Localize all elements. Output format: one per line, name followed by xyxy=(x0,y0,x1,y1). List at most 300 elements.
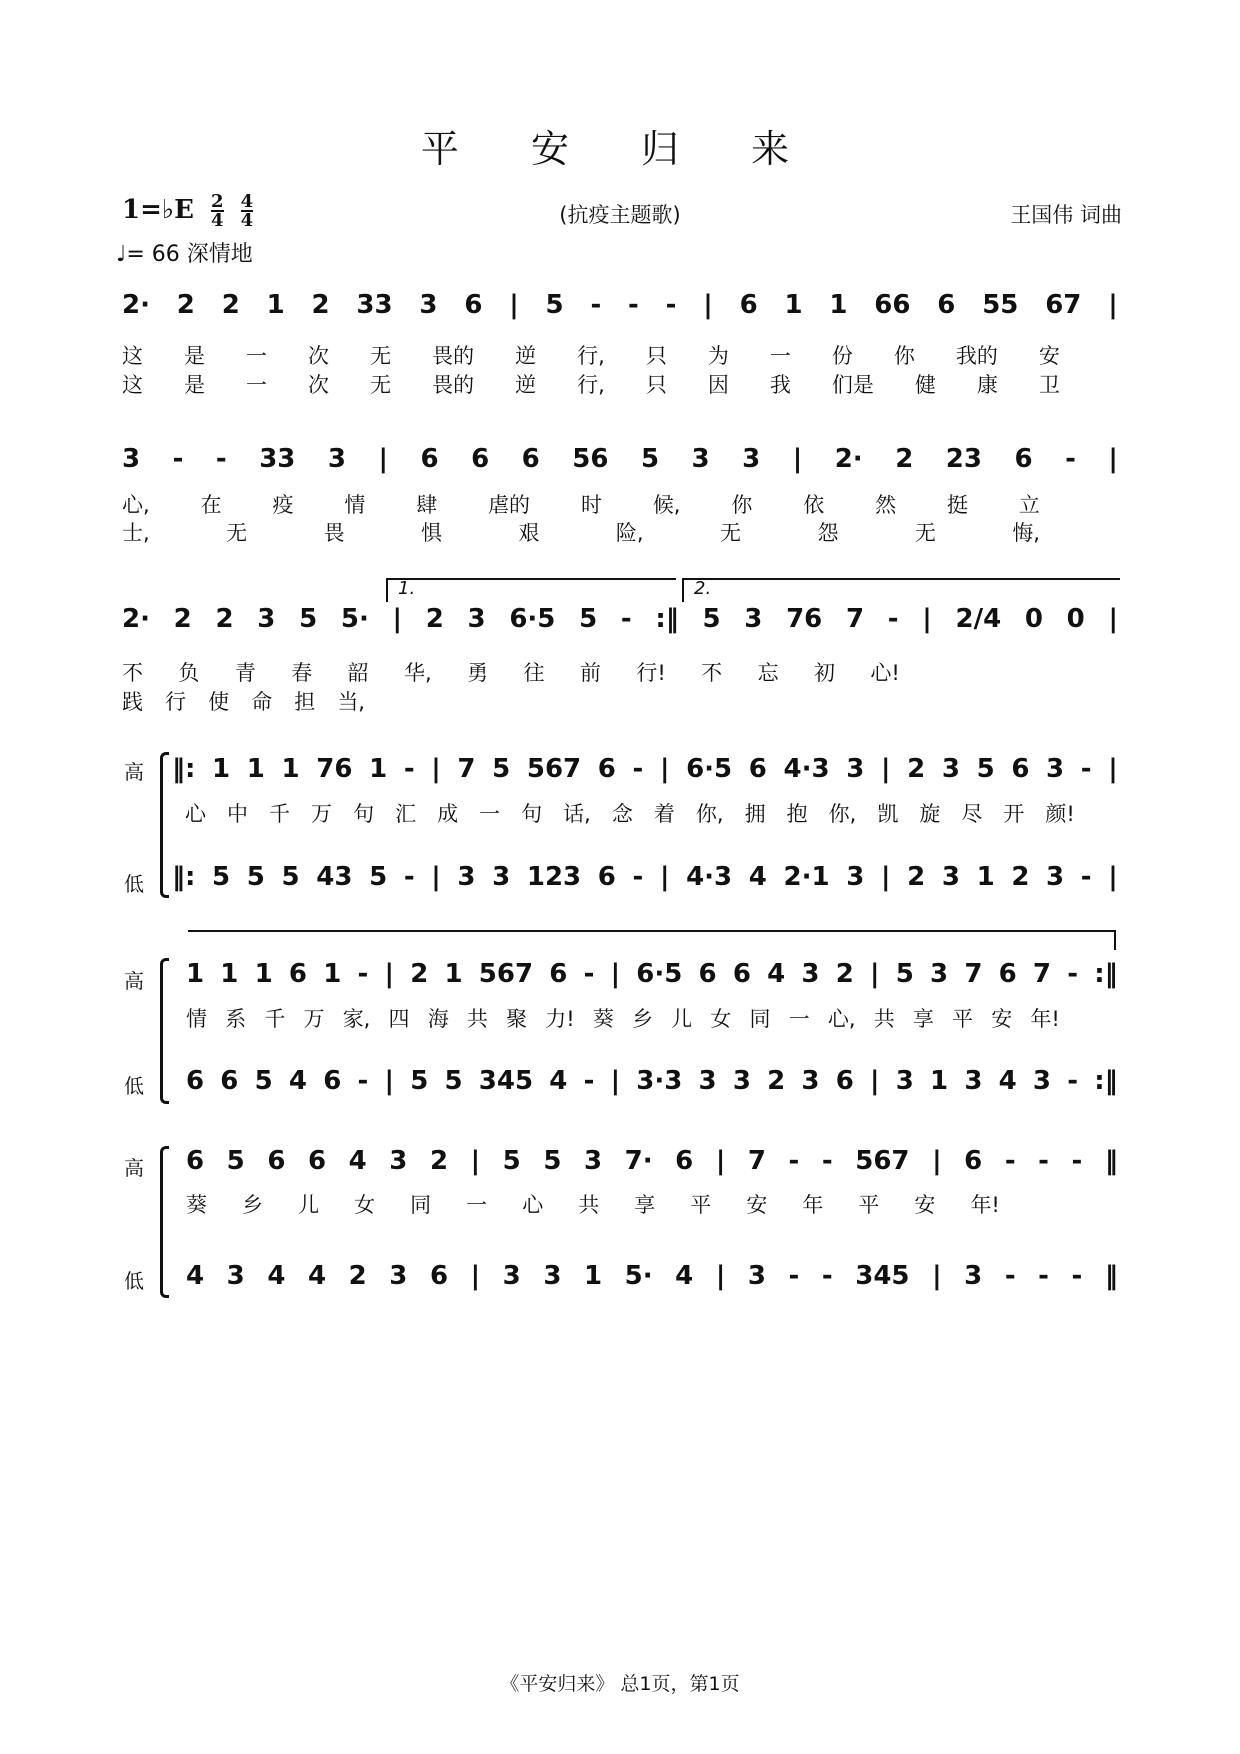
system2-notes-token: 2 xyxy=(895,444,914,474)
system6-high-notes-token: - xyxy=(1071,1146,1083,1176)
system1-notes-token: 6 xyxy=(739,290,758,320)
system6-high-notes-token: 7 xyxy=(747,1146,766,1176)
system6-lyrics xyxy=(186,1189,1000,1219)
system6-lyrics-token: 女 xyxy=(354,1193,376,1217)
system4-high-notes-token: | xyxy=(1108,754,1118,784)
system5-high-notes-token: 1 xyxy=(254,959,273,989)
system6-lyrics-token: 同 xyxy=(410,1193,432,1217)
system5-high-notes-token: 2 xyxy=(835,959,854,989)
system1-lyrics-verse2-token: 次 xyxy=(308,373,330,397)
system6-low-notes-token: 1 xyxy=(583,1261,603,1291)
system3-notes-token: 2/4 xyxy=(955,604,1002,634)
system4-high-notes-token: - xyxy=(403,754,415,784)
system3-notes xyxy=(122,604,1118,634)
system4-high-notes-token: 6 xyxy=(1011,754,1030,784)
system4-low-notes-token: ‖: xyxy=(172,862,196,892)
system4-lyrics-token: 汇 xyxy=(395,802,417,826)
system5-low-notes-token: | xyxy=(870,1066,880,1096)
system4-lyrics-token: 千 xyxy=(269,802,291,826)
system2-lyrics-verse1-token: 心, xyxy=(122,493,150,517)
system3-lyrics-verse1-token: 华, xyxy=(404,661,432,685)
system5-high-notes-token: 5 xyxy=(895,959,914,989)
system4-low-notes-token: 3 xyxy=(1046,862,1065,892)
system6-low-notes-token: 3 xyxy=(747,1261,766,1291)
system5-low-notes-token: | xyxy=(610,1066,621,1096)
system1-notes-token: 6 xyxy=(464,290,483,320)
system3-notes-token: 0 xyxy=(1024,604,1043,634)
system6-lyrics-token: 平 xyxy=(858,1193,880,1217)
system4-low-notes-token: 4·3 xyxy=(686,862,733,892)
system4-lyrics-token: 你, xyxy=(695,802,724,826)
system5-low-notes-token: 1 xyxy=(930,1066,949,1096)
system2-lyrics-verse2-token: 艰 xyxy=(518,521,540,545)
system5-low-notes-token: | xyxy=(384,1066,394,1096)
system5-high-notes-token: 6 xyxy=(549,959,568,989)
system1-lyrics-verse1-token: 是 xyxy=(184,344,206,368)
system2-notes-token: 5 xyxy=(640,444,660,474)
system1-lyrics-verse2-token: 健 xyxy=(914,373,936,397)
system6-low-notes-token: ‖ xyxy=(1104,1261,1118,1291)
system5-lyrics-token: 儿 xyxy=(671,1007,693,1031)
system1-notes-token: | xyxy=(703,290,713,320)
system6-high-notes xyxy=(186,1146,1118,1176)
system2-notes-token: | xyxy=(1108,444,1118,474)
system5-low-notes-token: 4 xyxy=(549,1066,568,1096)
system2-notes-token: 2· xyxy=(834,444,863,474)
system1-notes-token: 1 xyxy=(266,290,285,320)
system3-lyrics-verse1-token: 负 xyxy=(178,661,200,685)
volta-2-label: 2. xyxy=(694,578,712,599)
system6-low-notes-token: 2 xyxy=(348,1261,367,1291)
system5-lyrics-token: 力! xyxy=(545,1007,575,1031)
system4-high-notes-token: 3 xyxy=(941,754,960,784)
system2-lyrics-verse1-token: 疫 xyxy=(272,493,294,517)
voice-label-low: 低 xyxy=(124,872,144,896)
system2-lyrics-verse1-token: 依 xyxy=(803,493,825,517)
system5-high-notes-token: 3 xyxy=(930,959,949,989)
system6-high-notes-token: 4 xyxy=(348,1146,367,1176)
system5-lyrics-token: 享 xyxy=(912,1007,934,1031)
system2-notes-token: - xyxy=(215,444,227,474)
system6-high-notes-token: | xyxy=(932,1146,942,1176)
system4-high-notes-token: 6·5 xyxy=(686,754,733,784)
system6-low-notes-token: - xyxy=(1071,1261,1083,1291)
system4-high-notes-token: 76 xyxy=(316,754,353,784)
system4-lyrics-token: 心 xyxy=(185,802,206,826)
system1-lyrics-verse1-token: 一 xyxy=(246,344,268,368)
system2-lyrics-verse2 xyxy=(122,517,1040,547)
system6-high-notes-token: | xyxy=(715,1146,726,1176)
system6-high-notes-token: ‖ xyxy=(1104,1146,1118,1176)
system3-notes-token: 5· xyxy=(340,604,369,634)
system1-lyrics-verse2-token: 是 xyxy=(184,373,206,397)
system4-high-notes-token: ‖: xyxy=(172,754,196,784)
system4-lyrics-token: 抱 xyxy=(786,802,808,826)
system5-low-notes-token: 6 xyxy=(220,1066,239,1096)
system1-lyrics-verse1-token: 逆 xyxy=(515,344,537,368)
system1-lyrics-verse1-token: 安 xyxy=(1038,344,1060,368)
system5-low-notes xyxy=(186,1066,1118,1096)
system3-notes-token: 2 xyxy=(425,604,444,634)
voice-label-high: 高 xyxy=(124,1156,144,1180)
system5-low-notes-token: 3 xyxy=(698,1066,717,1096)
system4-lyrics-token: 话, xyxy=(563,802,591,826)
system4-high-notes-token: | xyxy=(431,754,441,784)
system5-high-notes-token: 3 xyxy=(801,959,820,989)
system4-lyrics-token: 万 xyxy=(311,802,333,826)
system5-high-notes-token: - xyxy=(1067,959,1078,989)
system6-high-notes-token: 2 xyxy=(429,1146,449,1176)
system4-low-notes-token: - xyxy=(403,862,415,892)
system3-lyrics-verse1-token: 不 xyxy=(122,661,143,685)
system6-low-notes-token: 3 xyxy=(389,1261,408,1291)
system2-lyrics-verse1-token: 立 xyxy=(1018,493,1040,517)
system4-low-notes-token: - xyxy=(1080,862,1092,892)
system1-lyrics-verse2-token: 因 xyxy=(707,373,729,397)
system1-lyrics-verse2-token: 康 xyxy=(976,373,998,397)
system4-low-notes-token: 5 xyxy=(281,862,300,892)
system3-lyrics-verse1-token: 勇 xyxy=(467,661,489,685)
system5-high-notes-token: 6 xyxy=(288,959,307,989)
system2-lyrics-verse2-token: 悔, xyxy=(1012,521,1040,545)
system6-high-notes-token: 6 xyxy=(964,1146,983,1176)
system4-low-notes-token: | xyxy=(1108,862,1118,892)
system6-high-notes-token: 6 xyxy=(675,1146,694,1176)
system5-high-notes-token: | xyxy=(870,959,880,989)
system3-notes-token: - xyxy=(620,604,632,634)
system3-notes-token: 76 xyxy=(786,604,823,634)
system1-lyrics-verse1-token: 无 xyxy=(370,344,392,368)
system2-lyrics-verse2-token: 险, xyxy=(615,521,644,545)
staff-brace xyxy=(160,1146,169,1298)
system4-low-notes-token: 5 xyxy=(246,862,265,892)
system4-low-notes-token: 3 xyxy=(492,862,511,892)
system4-lyrics-token: 旋 xyxy=(919,802,941,826)
system3-lyrics-verse1-token: 韶 xyxy=(347,661,369,685)
system5-high-notes-token: 7 xyxy=(1032,959,1051,989)
system5-high-notes-token: 567 xyxy=(478,959,534,989)
system4-lyrics-token: 一 xyxy=(479,802,501,826)
time-sig-1-den: 4 xyxy=(211,210,224,231)
system3-lyrics-verse1-token: 前 xyxy=(579,661,601,685)
system1-notes-token: | xyxy=(1108,290,1118,320)
system4-low-notes-token: 1 xyxy=(976,862,995,892)
system5-lyrics-token: 葵 xyxy=(592,1007,614,1031)
system4-high-notes-token: | xyxy=(659,754,670,784)
system4-low-notes-token: 2 xyxy=(1011,862,1030,892)
system2-lyrics-verse2-token: 无 xyxy=(720,521,741,545)
system2-lyrics-verse1-token: 候, xyxy=(652,493,681,517)
system1-notes-token: 5 xyxy=(545,290,564,320)
system4-low-notes-token: 5 xyxy=(212,862,231,892)
repeat-bracket-line xyxy=(188,930,1116,950)
system5-high-notes-token: 7 xyxy=(964,959,983,989)
system6-low-notes-token: 3 xyxy=(226,1261,245,1291)
key-label: 1=♭E xyxy=(122,195,194,225)
system6-lyrics-token: 享 xyxy=(634,1193,656,1217)
system3-notes-token: :‖ xyxy=(655,604,679,634)
system2-lyrics-verse1 xyxy=(122,489,1040,519)
system6-high-notes-token: - xyxy=(788,1146,800,1176)
system6-low-notes-token: 4 xyxy=(675,1261,694,1291)
system6-high-notes-token: 7· xyxy=(624,1146,653,1176)
system1-lyrics-verse1-token: 只 xyxy=(645,344,667,368)
system1-notes-token: 33 xyxy=(356,290,393,320)
system2-notes-token: 3 xyxy=(122,444,141,474)
system4-low-notes-token: 4 xyxy=(748,862,767,892)
system1-lyrics-verse2-token: 一 xyxy=(246,373,268,397)
system5-lyrics xyxy=(186,1003,1060,1033)
system1-lyrics-verse1-token: 份 xyxy=(831,344,853,368)
system4-low-notes-token: 6 xyxy=(597,862,616,892)
system5-lyrics-token: 乡 xyxy=(632,1007,653,1031)
system3-lyrics-verse1-token: 往 xyxy=(523,661,545,685)
system5-lyrics-token: 聚 xyxy=(506,1007,528,1031)
system6-lyrics-token: 平 xyxy=(690,1193,712,1217)
system1-lyrics-verse1 xyxy=(122,340,1060,370)
system3-lyrics-verse2-token: 命 xyxy=(251,690,273,714)
system5-low-notes-token: 3 xyxy=(964,1066,983,1096)
system6-high-notes-token: 6 xyxy=(307,1146,327,1176)
system1-notes xyxy=(122,290,1118,320)
system4-high-notes-token: 3 xyxy=(1046,754,1065,784)
system5-lyrics-token: 四 xyxy=(388,1007,410,1031)
system3-lyrics-verse2-token: 担 xyxy=(294,690,316,714)
system4-high-notes-token: 4·3 xyxy=(783,754,830,784)
system5-low-notes-token: 6 xyxy=(323,1066,342,1096)
system4-lyrics-token: 拥 xyxy=(744,802,766,826)
system3-notes-token: 5 xyxy=(579,604,598,634)
system5-lyrics-token: 家, xyxy=(342,1007,371,1031)
voice-label-high: 高 xyxy=(124,969,144,993)
system6-low-notes-token: - xyxy=(821,1261,833,1291)
system5-low-notes-token: 5 xyxy=(444,1066,463,1096)
system4-low-notes-token: 2·1 xyxy=(783,862,830,892)
system1-notes-token: - xyxy=(590,290,602,320)
system6-high-notes-token: | xyxy=(470,1146,481,1176)
system4-high-notes xyxy=(172,754,1118,784)
system5-low-notes-token: 3 xyxy=(895,1066,914,1096)
voice-label-high: 高 xyxy=(124,760,144,784)
system1-lyrics-verse2-token: 这 xyxy=(122,373,143,397)
system3-lyrics-verse1-token: 春 xyxy=(291,661,313,685)
system4-lyrics-token: 开 xyxy=(1003,802,1025,826)
system2-lyrics-verse2-token: 士, xyxy=(122,521,150,545)
system6-low-notes-token: | xyxy=(470,1261,481,1291)
system5-lyrics-token: 共 xyxy=(873,1007,895,1031)
system3-lyrics-verse1-token: 青 xyxy=(234,661,256,685)
system4-lyrics-token: 中 xyxy=(227,802,249,826)
system4-low-notes-token: | xyxy=(659,862,670,892)
system4-high-notes-token: 2 xyxy=(907,754,926,784)
system2-notes-token: | xyxy=(792,444,803,474)
voice-label-low: 低 xyxy=(124,1269,144,1293)
system3-lyrics-verse2-token: 当, xyxy=(337,690,365,714)
system4-low-notes-token: 43 xyxy=(316,862,353,892)
system3-notes-token: 2· xyxy=(122,604,150,634)
system6-low-notes-token: | xyxy=(715,1261,726,1291)
system1-lyrics-verse1-token: 畏的 xyxy=(432,344,475,368)
system2-lyrics-verse1-token: 你 xyxy=(731,493,753,517)
system1-notes-token: | xyxy=(509,290,519,320)
system6-lyrics-token: 年! xyxy=(970,1193,1000,1217)
system3-lyrics-verse2 xyxy=(122,686,365,716)
system3-notes-token: 6·5 xyxy=(509,604,556,634)
system4-high-notes-token: 1 xyxy=(369,754,388,784)
system4-low-notes-token: 5 xyxy=(369,862,388,892)
system6-low-notes-token: 6 xyxy=(429,1261,449,1291)
system5-low-notes-token: 5 xyxy=(410,1066,429,1096)
staff-brace xyxy=(160,752,169,898)
system5-lyrics-token: 千 xyxy=(264,1007,286,1031)
system1-lyrics-verse2-token: 我 xyxy=(769,373,791,397)
system4-high-notes-token: 1 xyxy=(281,754,300,784)
system5-high-notes-token: 6·5 xyxy=(636,959,683,989)
system4-lyrics-token: 尽 xyxy=(961,802,983,826)
system5-lyrics-token: 同 xyxy=(749,1007,771,1031)
system5-lyrics-token: 年! xyxy=(1030,1007,1060,1031)
system2-lyrics-verse1-token: 肆 xyxy=(416,493,438,517)
system5-high-notes-token: - xyxy=(357,959,369,989)
system6-lyrics-token: 葵 xyxy=(186,1193,207,1217)
system5-lyrics-token: 共 xyxy=(466,1007,488,1031)
system5-low-notes-token: - xyxy=(583,1066,595,1096)
system2-lyrics-verse1-token: 在 xyxy=(200,493,222,517)
system4-lyrics-token: 句 xyxy=(353,802,375,826)
system4-lyrics-token: 成 xyxy=(437,802,459,826)
system1-lyrics-verse2-token: 行, xyxy=(577,373,605,397)
system3-notes-token: | xyxy=(392,604,403,634)
system3-lyrics-verse1-token: 心! xyxy=(870,661,900,685)
system6-low-notes-token: - xyxy=(788,1261,800,1291)
system5-low-notes-token: - xyxy=(1067,1066,1078,1096)
system2-notes xyxy=(122,444,1118,474)
subtitle: (抗疫主题歌) xyxy=(559,203,681,227)
system2-lyrics-verse2-token: 无 xyxy=(226,521,248,545)
system1-lyrics-verse2-token: 无 xyxy=(370,373,392,397)
system1-notes-token: 1 xyxy=(784,290,803,320)
system3-lyrics-verse1-token: 初 xyxy=(813,661,835,685)
system5-low-notes-token: 4 xyxy=(998,1066,1017,1096)
system3-lyrics-verse1-token: 行! xyxy=(636,661,666,685)
system2-lyrics-verse1-token: 情 xyxy=(344,493,366,517)
system1-notes-token: 1 xyxy=(829,290,848,320)
tempo-marking: ♩= 66 深情地 xyxy=(116,242,253,267)
system6-high-notes-token: - xyxy=(821,1146,833,1176)
system6-high-notes-token: 5 xyxy=(226,1146,245,1176)
system5-high-notes-token: 6 xyxy=(732,959,751,989)
system4-lyrics-token: 着 xyxy=(653,802,675,826)
system3-notes-token: 2 xyxy=(215,604,234,634)
system3-notes-token: 3 xyxy=(467,604,486,634)
system2-lyrics-verse2-token: 怨 xyxy=(817,521,839,545)
system5-low-notes-token: 345 xyxy=(478,1066,534,1096)
system3-notes-token: 0 xyxy=(1066,604,1085,634)
system1-notes-token: 2 xyxy=(311,290,330,320)
system2-lyrics-verse1-token: 挺 xyxy=(947,493,968,517)
system4-high-notes-token: 5 xyxy=(976,754,995,784)
system5-high-notes-token: 2 xyxy=(410,959,429,989)
system6-high-notes-token: 5 xyxy=(502,1146,521,1176)
system5-high-notes-token: - xyxy=(583,959,595,989)
system2-notes-token: 3 xyxy=(327,444,346,474)
system1-notes-token: 2 xyxy=(221,290,240,320)
voice-label-low: 低 xyxy=(124,1074,144,1098)
system1-lyrics-verse1-token: 为 xyxy=(707,344,729,368)
system4-high-notes-token: 567 xyxy=(526,754,582,784)
system2-lyrics-verse1-token: 虐的 xyxy=(488,493,531,517)
system6-lyrics-token: 乡 xyxy=(242,1193,264,1217)
system4-low-notes-token: 3 xyxy=(941,862,960,892)
system4-high-notes-token: - xyxy=(632,754,644,784)
system6-high-notes-token: 567 xyxy=(855,1146,910,1176)
volta-1-bracket xyxy=(386,578,676,602)
system4-high-notes-token: 5 xyxy=(492,754,511,784)
time-sig-1-num: 2 xyxy=(211,191,224,212)
system4-low-notes-token: | xyxy=(880,862,891,892)
system3-lyrics-verse2-token: 践 xyxy=(122,690,143,714)
system4-high-notes-token: 7 xyxy=(457,754,476,784)
system4-high-notes-token: - xyxy=(1080,754,1092,784)
system1-lyrics-verse1-token: 这 xyxy=(122,344,143,368)
system6-lyrics-token: 安 xyxy=(914,1193,936,1217)
system1-lyrics-verse1-token: 次 xyxy=(308,344,330,368)
system6-low-notes-token: 5· xyxy=(624,1261,653,1291)
system1-lyrics-verse2 xyxy=(122,369,1060,399)
system2-notes-token: 3 xyxy=(742,444,761,474)
system4-high-notes-token: 6 xyxy=(597,754,616,784)
system5-high-notes-token: 1 xyxy=(220,959,239,989)
system5-lyrics-token: 心, xyxy=(827,1007,856,1031)
system4-lyrics-token: 颜! xyxy=(1045,802,1075,826)
system5-low-notes-token: 2 xyxy=(767,1066,786,1096)
system5-high-notes-token: | xyxy=(610,959,621,989)
system3-notes-token: 7 xyxy=(845,604,865,634)
system5-high-notes-token: 1 xyxy=(186,959,205,989)
system3-notes-token: | xyxy=(922,604,932,634)
system5-low-notes-token: 3 xyxy=(801,1066,820,1096)
system2-notes-token: 6 xyxy=(1014,444,1033,474)
system6-high-notes-token: 6 xyxy=(267,1146,286,1176)
system6-low-notes-token: | xyxy=(932,1261,942,1291)
system6-high-notes-token: - xyxy=(1038,1146,1049,1176)
system5-lyrics-token: 系 xyxy=(225,1007,247,1031)
system6-lyrics-token: 一 xyxy=(466,1193,488,1217)
system6-lyrics-token: 儿 xyxy=(298,1193,320,1217)
system6-high-notes-token: 5 xyxy=(543,1146,562,1176)
system3-lyrics-verse1-token: 忘 xyxy=(757,661,779,685)
system4-low-notes-token: 3 xyxy=(846,862,865,892)
system2-notes-token: 3 xyxy=(691,444,710,474)
system1-notes-token: 6 xyxy=(937,290,956,320)
system4-high-notes-token: 1 xyxy=(212,754,231,784)
volta-1-label: 1. xyxy=(398,578,416,599)
system6-low-notes-token: 4 xyxy=(267,1261,286,1291)
system5-low-notes-token: 3 xyxy=(1032,1066,1051,1096)
system2-notes-token: | xyxy=(378,444,388,474)
system3-lyrics-verse2-token: 使 xyxy=(208,690,230,714)
system5-high-notes xyxy=(186,959,1118,989)
system3-notes-token: 3 xyxy=(744,604,763,634)
page-title: 平 安 归 来 xyxy=(420,127,820,171)
system6-low-notes-token: 4 xyxy=(186,1261,205,1291)
system2-notes-token: 23 xyxy=(945,444,982,474)
system5-low-notes-token: 3 xyxy=(732,1066,751,1096)
system6-lyrics-token: 安 xyxy=(746,1193,768,1217)
system5-lyrics-token: 海 xyxy=(427,1007,449,1031)
system4-lyrics-token: 你, xyxy=(828,802,857,826)
system1-notes-token: - xyxy=(665,290,677,320)
